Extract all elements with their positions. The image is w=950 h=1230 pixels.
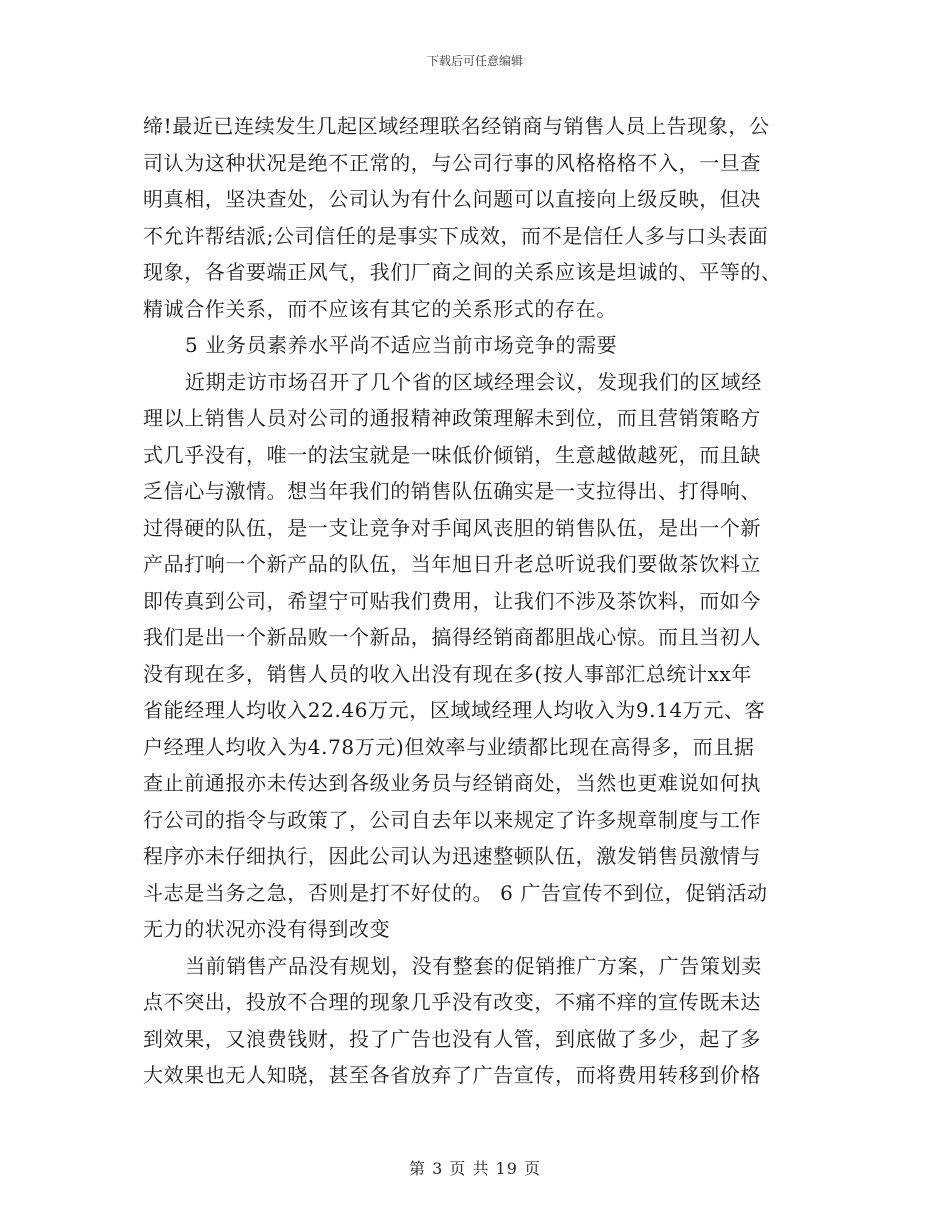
paragraph-line: 不允许帮结派;公司信任的是事实下成效，而不是信任人多与口头表面 (143, 223, 769, 248)
paragraph-line: 理以上销售人员对公司的通报精神政策理解未到位，而且营销策略方 (143, 406, 761, 430)
paragraph-line: 明真相，坚决查处，公司认为有什么问题可以直接向上级反映，但决 (143, 187, 761, 211)
paragraph-line: 乏信心与激情。想当年我们的销售队伍确实是一支拉得出、打得响、 (143, 479, 761, 503)
paragraph-line: 点不突出，投放不合理的现象几乎没有改变，不痛不痒的宣传既未达 (143, 990, 761, 1014)
paragraph-line: 到效果，又浪费钱财，投了广告也没有人管，到底做了多少，起了多 (143, 1026, 761, 1051)
paragraph-line: 查止前通报亦未传达到各级业务员与经销商处，当然也更难说如何执 (143, 771, 761, 795)
paragraph-line: 产品打响一个新产品的队伍，当年旭日升老总听说我们要做茶饮料立 (143, 552, 761, 576)
paragraph-line: 5 业务员素养水平尚不适应当前市场竞争的需要 (185, 333, 618, 357)
paragraph-line: 省能经理人均收入22.46万元，区域域经理人均收入为9.14万元、客 (143, 698, 766, 722)
paragraph-line: 式几乎没有，唯一的法宝就是一味低价倾销，生意越做越死，而且缺 (143, 442, 761, 467)
paragraph-line: 我们是出一个新品败一个新品，搞得经销商都胆战心惊。而且当初人 (143, 625, 761, 649)
paragraph-line: 斗志是当务之急，否则是打不好仗的。 6 广告宣传不到位，促销活动 (143, 880, 768, 905)
paragraph-line: 过得硬的队伍，是一支让竞争对手闻风丧胆的销售队伍，是出一个新 (143, 515, 761, 540)
paragraph-line: 当前销售产品没有规划，没有整套的促销推广方案，广告策划卖 (185, 953, 762, 978)
paragraph-line: 无力的状况亦没有得到改变 (143, 917, 391, 941)
page-header: 下载后可任意编辑 (426, 54, 523, 68)
document-body (143, 108, 808, 1094)
paragraph-line: 近期走访市场召开了几个省的区域经理会议，发现我们的区域经 (185, 369, 762, 394)
paragraph-line: 司认为这种状况是绝不正常的，与公司行事的风格格格不入，一旦查 (143, 150, 761, 175)
paragraph-line: 户经理人均收入为4.78万元)但效率与业绩都比现在高得多，而且据 (143, 734, 755, 759)
paragraph-line: 缔!最近已连续发生几起区域经理联名经销商与销售人员上告现象，公 (143, 114, 770, 138)
page-number-footer: 第 3 页 共 19 页 (409, 1159, 541, 1178)
paragraph-line: 精诚合作关系，而不应该有其它的关系形式的存在。 (143, 296, 617, 321)
paragraph-line: 即传真到公司，希望宁可贴我们费用，让我们不涉及茶饮料，而如今 (143, 588, 761, 613)
paragraph-line: 现象，各省要端正风气，我们厂商之间的关系应该是坦诚的、平等的、 (143, 260, 782, 284)
paragraph-line: 程序亦未仔细执行，因此公司认为迅速整顿队伍，激发销售员激情与 (143, 844, 761, 868)
paragraph-line: 大效果也无人知晓，甚至各省放弃了广告宣传，而将费用转移到价格 (143, 1063, 761, 1087)
paragraph-line: 没有现在多，销售人员的收入出没有现在多(按人事部汇总统计xx年 (143, 661, 752, 686)
paragraph-line: 行公司的指令与政策了，公司自去年以来规定了许多规章制度与工作 (143, 807, 761, 832)
